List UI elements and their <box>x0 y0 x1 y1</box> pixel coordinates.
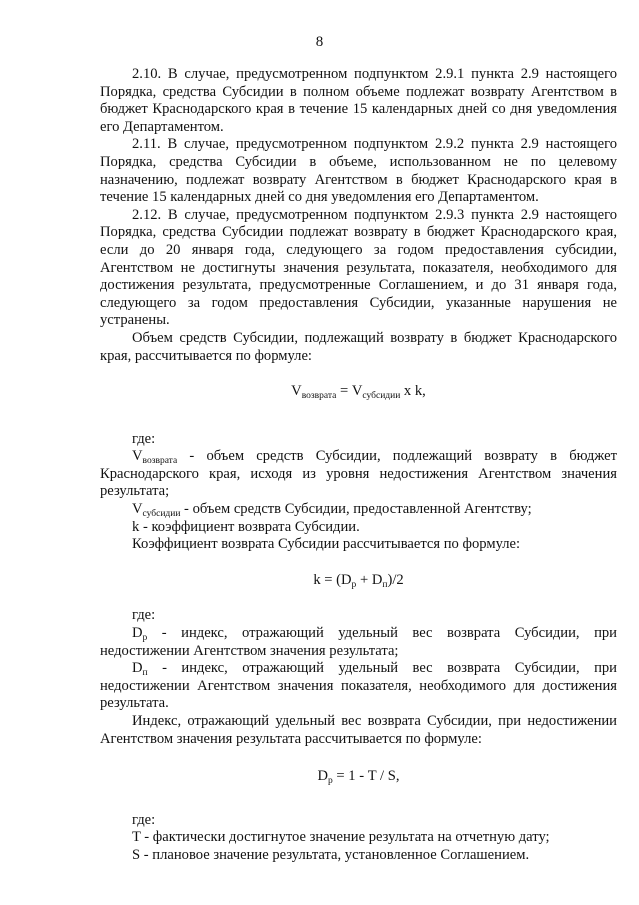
definition-dn <box>100 660 617 713</box>
where-label-2: где: <box>132 607 156 624</box>
def-dp-sub: р <box>142 633 148 644</box>
definition-k: k - коэффициент возврата Субсидии. <box>132 518 360 535</box>
formula-k-sub-n: п <box>382 579 388 590</box>
formula-volume-tail: x k, <box>400 383 426 400</box>
formula-dp-lhs: D <box>317 768 329 785</box>
formula-dp-tail: = 1 - T / S, <box>332 768 400 785</box>
formula-dp-sub: р <box>328 776 333 787</box>
def-v-subsidy-sub: субсидии <box>142 509 181 520</box>
definition-s: S - плановое значение результата, установленное Соглашением. <box>132 846 530 863</box>
def-v-subsidy-symbol: V <box>132 501 143 518</box>
def-v-return-text: - объем средств Субсидии, подлежащий возврату в бюджет Краснодарского края, исходя из уровня недостижения Агентством значения результата; <box>100 448 617 500</box>
def-dn-sub: п <box>142 668 148 679</box>
def-dp-text: - индекс, отражающий удельный вес возврата Субсидии, при недостижении Агентством значения результата; <box>100 625 617 659</box>
def-v-subsidy-text: - объем средств Субсидии, предоставленной Агентству; <box>180 501 532 518</box>
def-dn-symbol: D <box>132 660 143 677</box>
document-body <box>100 66 617 865</box>
definition-v-subsidy <box>100 501 617 519</box>
formula-volume-v: V <box>291 383 302 400</box>
definition-v-return <box>100 448 617 501</box>
definition-dp <box>100 625 617 660</box>
formula-volume <box>100 365 617 431</box>
def-dp-symbol: D <box>132 625 143 642</box>
formula-k-mid: + D <box>356 571 383 588</box>
coefficient-formula-intro: Коэффициент возврата Субсидии рассчитывается по формуле: <box>132 536 521 553</box>
formula-volume-v2-sub: субсидии <box>362 391 401 402</box>
formula-volume-v-sub: возврата <box>301 391 337 402</box>
def-v-return-symbol: V <box>132 448 143 465</box>
formula-k-tail: )/2 <box>387 571 404 588</box>
formula-k-lhs: k = (D <box>313 571 352 588</box>
page-number: 8 <box>315 34 324 50</box>
def-v-return-sub: возврата <box>142 456 178 467</box>
formula-coefficient <box>100 554 617 608</box>
where-label-3: где: <box>132 811 156 828</box>
definition-t: T - фактически достигнутое значение результата на отчетную дату; <box>132 829 550 846</box>
where-label-1: где: <box>132 430 156 447</box>
def-dn-text: - индекс, отражающий удельный вес возврата Субсидии, при недостижении Агентством значения показателя, необходимого для достижения результата. <box>100 660 617 712</box>
formula-k-sub-p: р <box>351 579 357 590</box>
index-formula-intro: Индекс, отражающий удельный вес возврата Субсидии, при недостижении Агентством значения результата рассчитывается по формуле: <box>100 713 617 747</box>
paragraph-2-11: 2.11. В случае, предусмотренном подпунктом 2.9.2 пункта 2.9 настоящего Порядка, средства Субсидии в объеме, использованном не по целевому назначению, подлежат возврату Агентством в бюджет Краснодарского края в течение 15 календарных дней со дня уведомления его Департаментом. <box>100 136 617 206</box>
paragraph-2-12: 2.12. В случае, предусмотренном подпунктом 2.9.3 пункта 2.9 настоящего Порядка, средства Субсидии подлежат возврату в бюджет Краснодарского края, если до 20 января года, следующего за годом предоставления субсидии, Агентством не достигнуты значения результата, показателя, необходимого для достижения результата, предусмотренные Соглашением, и до 31 января года, следующего за годом предоставления Субсидии, указанные нарушения не устранены. <box>100 206 617 329</box>
formula-volume-eq: = V <box>336 383 363 400</box>
formula-index <box>100 748 617 812</box>
volume-formula-intro: Объем средств Субсидии, подлежащий возврату в бюджет Краснодарского края, рассчитывается по формуле: <box>100 329 617 364</box>
paragraph-2-10: 2.10. В случае, предусмотренном подпунктом 2.9.1 пункта 2.9 настоящего Порядка, средства Субсидии в полном объеме подлежат возврату Агентством в бюджет Краснодарского края в течение 15 календарных дней со дня уведомления его Департаментом. <box>100 66 617 135</box>
